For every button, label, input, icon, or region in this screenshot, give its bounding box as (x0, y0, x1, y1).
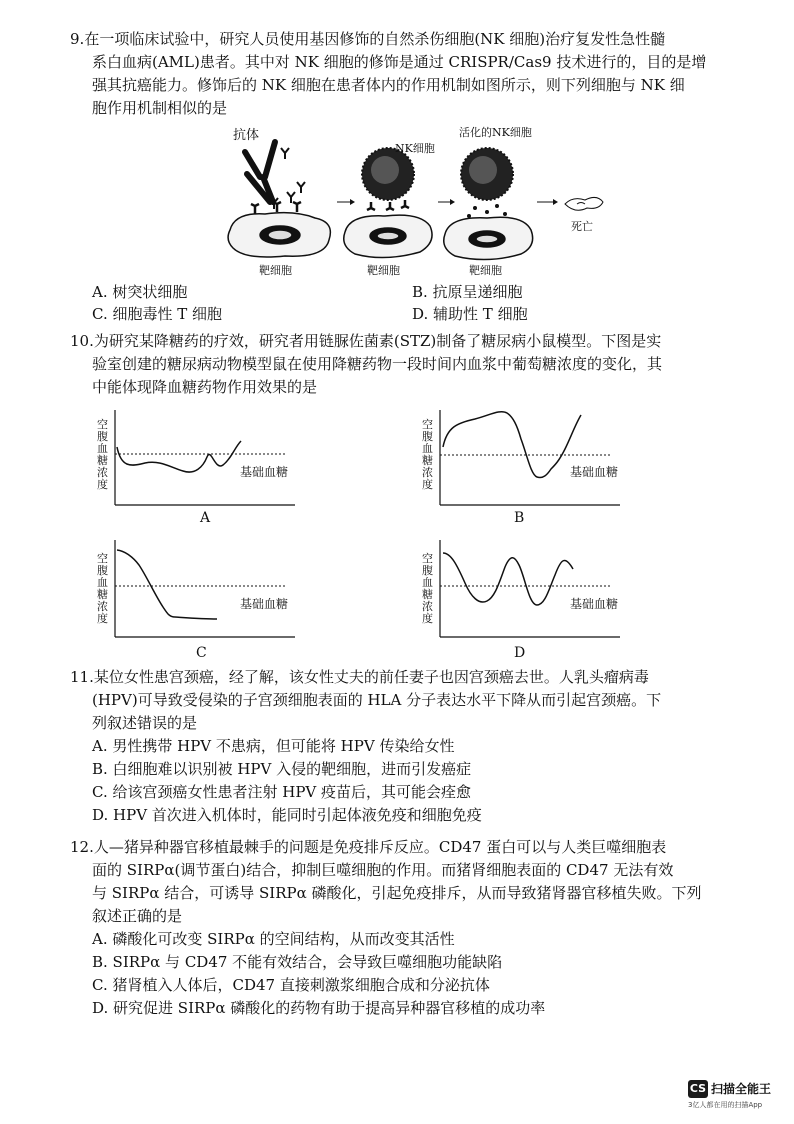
q9-option-d: D. 辅助性 T 细胞 (412, 305, 528, 323)
question-9 (70, 28, 750, 120)
activated-nk-label: 活化的NK细胞 (459, 126, 532, 139)
q12-option-a: A. 磷酸化可改变 SIRPα 的空间结构，从而改变其活性 (92, 930, 455, 948)
q9-option-a: A. 树突状细胞 (92, 283, 188, 301)
q11-stem-line1: 某位女性患宫颈癌，经了解，该女性丈夫的前任妻子也因宫颈癌去世。人乳头瘤病毒 (93, 668, 649, 686)
dead-cell-icon (565, 197, 603, 210)
q9-stem-line3: 强其抗癌能力。修饰后的 NK 细胞在患者体内的作用机制如图所示，则下列细胞与 NK 细 (92, 76, 685, 94)
chart-a-baseline-label: 基础血糖 (240, 465, 289, 479)
chart-d-ylabel: 空腹血糖浓度 (422, 552, 433, 625)
q12-option-b: B. SIRPα 与 CD47 不能有效结合，会导致巨噬细胞功能缺陷 (92, 953, 503, 971)
q9-stem-line2: 系白血病(AML)患者。其中对 NK 细胞的修饰是通过 CRISPR/Cas9 技术进行的，目的是增 (92, 53, 707, 71)
question-11 (70, 666, 750, 827)
q12-option-d: D. 研究促进 SIRPα 磷酸化的药物有助于提高异种器官移植的成功率 (92, 999, 546, 1017)
q9-stem-line1: 在一项临床试验中，研究人员使用基因修饰的自然杀伤细胞(NK 细胞)治疗复发性急性髓 (84, 30, 666, 48)
target-cell-label-2: 靶细胞 (367, 264, 400, 277)
q11-stem-line2: (HPV)可导致受侵染的子宫颈细胞表面的 HLA 分子表达水平下降从而引起宫颈癌。下 (92, 691, 662, 709)
q9-option-c: C. 细胞毒性 T 细胞 (92, 305, 223, 323)
target-cell-1 (228, 213, 330, 257)
q12-stem-line1: 人—猪异种器官移植最棘手的问题是免疫排斥反应。CD47 蛋白可以与人类巨噬细胞表 (93, 838, 667, 856)
chart-d-letter: D (514, 645, 526, 661)
scanner-tagline: 3亿人都在用的扫描App (688, 1100, 763, 1109)
q9-options (92, 281, 732, 325)
q11-option-b: B. 白细胞难以识别被 HPV 入侵的靶细胞，进而引发癌症 (92, 760, 472, 778)
nk-cell-label: NK细胞 (395, 142, 435, 155)
q11-option-c: C. 给该宫颈癌女性患者注射 HPV 疫苗后，其可能会痊愈 (92, 783, 472, 801)
chart-d-curve (443, 553, 573, 605)
q11-option-d: D. HPV 首次进入机体时，能同时引起体液免疫和细胞免疫 (92, 806, 482, 824)
scanner-watermark (688, 1078, 788, 1110)
chart-b (440, 410, 620, 505)
chart-c-letter: C (196, 645, 207, 661)
q10-stem-line2: 验室创建的糖尿病动物模型鼠在使用降糖药物一段时间内血浆中葡萄糖浓度的变化，其 (92, 355, 663, 373)
target-cell-label-3: 靶细胞 (469, 264, 502, 277)
chart-b-curve (443, 412, 581, 478)
activated-nk-cell-icon (461, 148, 513, 200)
target-cell-label-1: 靶细胞 (259, 264, 292, 277)
chart-a-letter: A (200, 510, 211, 526)
chart-d (440, 540, 620, 637)
q10-number: 10. (70, 332, 94, 350)
chart-c-baseline-label: 基础血糖 (240, 597, 289, 611)
death-label: 死亡 (571, 220, 593, 233)
q11-option-a: A. 男性携带 HPV 不患病，但可能将 HPV 传染给女性 (92, 737, 455, 755)
chart-d-baseline-label: 基础血糖 (570, 597, 619, 611)
q9-stem-line4: 胞作用机制相似的是 (92, 99, 228, 117)
chart-c-ylabel: 空腹血糖浓度 (97, 552, 108, 625)
q12-stem-line3: 与 SIRPα 结合，可诱导 SIRPα 磷酸化，引起免疫排斥，从而导致猪肾器官移植失败。下列 (92, 884, 702, 902)
chart-b-baseline-label: 基础血糖 (570, 465, 619, 479)
q12-stem-line4: 叙述正确的是 (92, 907, 183, 925)
chart-a-curve (117, 441, 241, 472)
antibody-icon (245, 142, 275, 202)
nk-mechanism-figure (225, 122, 625, 282)
q12-stem-line2: 面的 SIRPα(调节蛋白)结合，抑制巨噬细胞的作用。而猪肾细胞表面的 CD47 无法有效 (92, 861, 674, 879)
glucose-charts (95, 405, 725, 670)
chart-a (115, 410, 295, 505)
target-cell-2 (344, 215, 432, 257)
q10-stem-line1: 为研究某降糖药的疗效，研究者用链脲佐菌素(STZ)制备了糖尿病小鼠模型。下图是实 (93, 332, 662, 350)
chart-c (115, 540, 295, 637)
chart-c-curve (117, 550, 217, 619)
scanner-app-name: 扫描全能王 (711, 1082, 772, 1096)
q12-option-c: C. 猪肾植入人体后，CD47 直接刺激浆细胞合成和分泌抗体 (92, 976, 490, 994)
q12-number: 12. (70, 838, 94, 856)
camscanner-logo-icon: CS (688, 1080, 708, 1098)
chart-b-ylabel: 空腹血糖浓度 (422, 418, 433, 491)
chart-b-letter: B (514, 510, 525, 526)
question-12 (70, 836, 750, 1020)
q9-number: 9. (70, 30, 85, 48)
q11-number: 11. (70, 668, 94, 686)
q9-option-b: B. 抗原呈递细胞 (412, 283, 523, 301)
chart-a-ylabel: 空腹血糖浓度 (97, 418, 108, 491)
target-cell-3 (444, 217, 533, 259)
antibody-label: 抗体 (233, 128, 260, 143)
q11-stem-line3: 列叙述错误的是 (92, 714, 198, 732)
question-10 (70, 330, 750, 399)
q10-stem-line3: 中能体现降血糖药物作用效果的是 (92, 378, 318, 396)
